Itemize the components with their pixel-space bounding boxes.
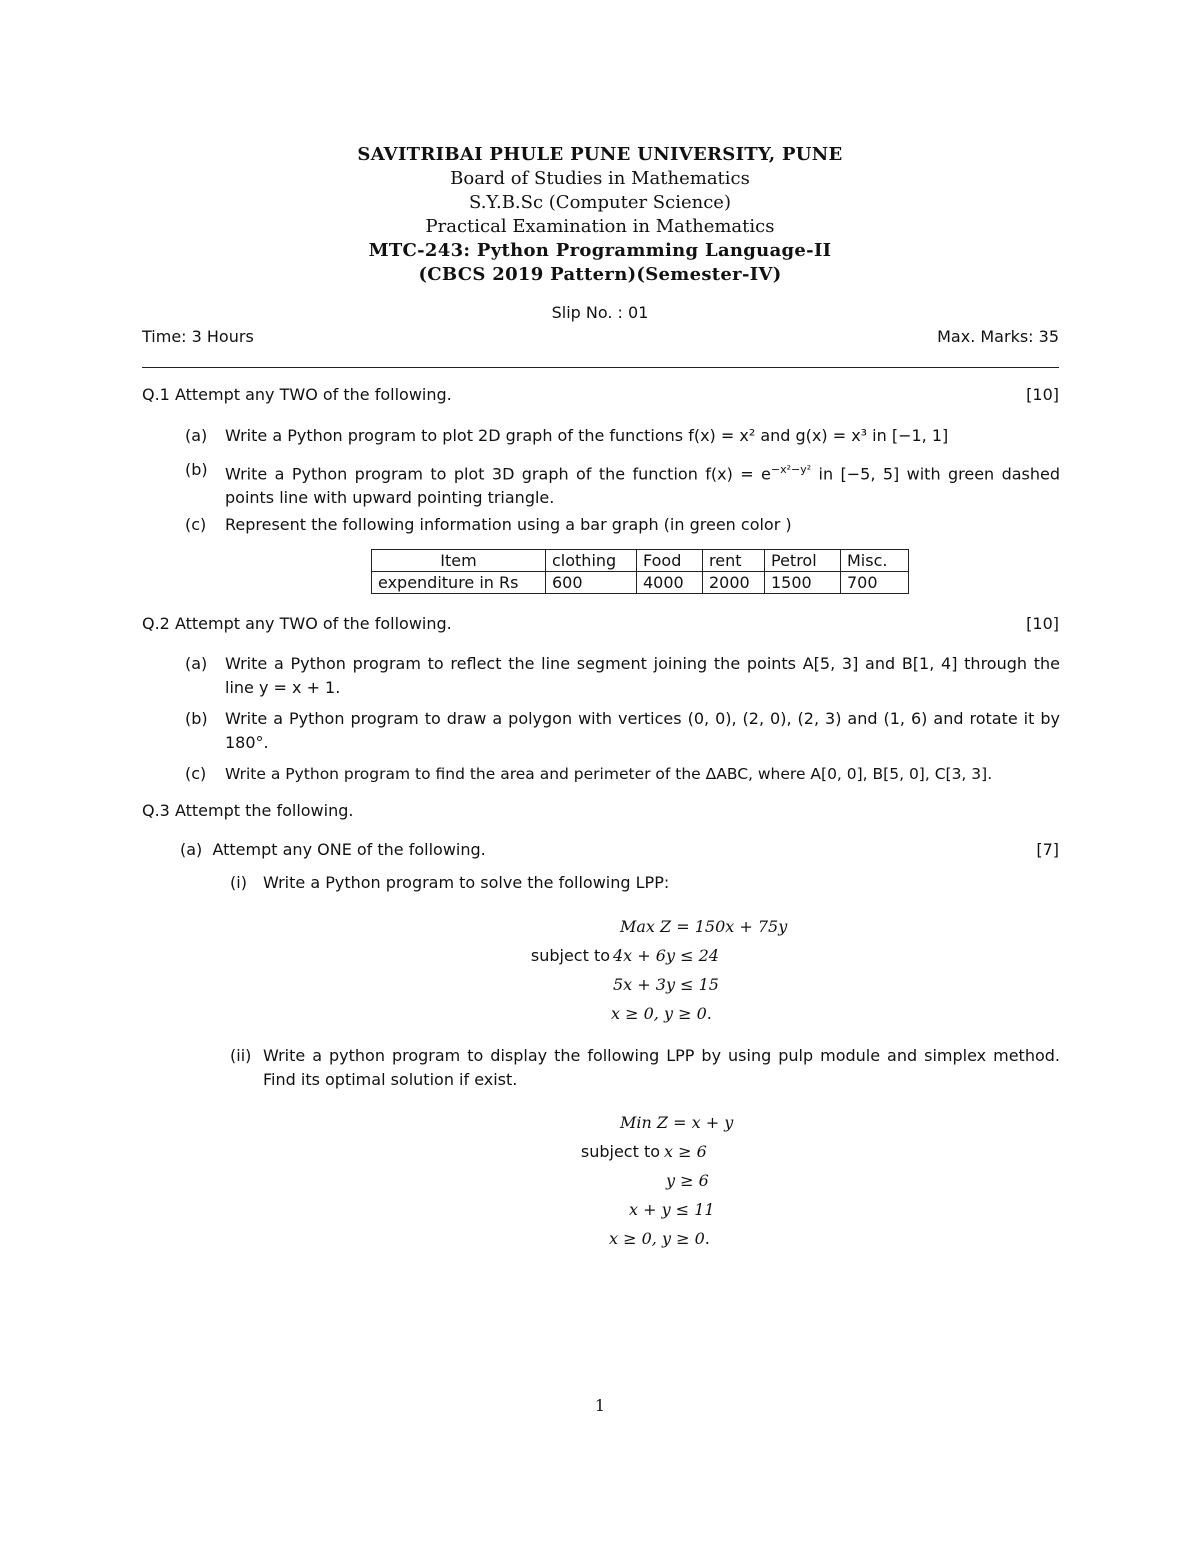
q2-b-label: (b) xyxy=(185,709,208,728)
table-cell: 2000 xyxy=(703,572,765,594)
q1-c-text: Represent the following information using a bar graph (in green color ) xyxy=(225,515,792,534)
lpp-2-left: subject to xyxy=(580,1142,660,1161)
time-marks-row xyxy=(142,327,1059,346)
q3-i-label: (i) xyxy=(230,873,247,892)
table-row xyxy=(372,572,909,594)
q1-marks: [10] xyxy=(1026,385,1059,404)
board-name: Board of Studies in Mathematics xyxy=(450,168,750,189)
lpp-2-line: Min Z = x + y xyxy=(620,1113,734,1132)
expenditure-table xyxy=(371,549,909,594)
q3-i-text: Write a Python program to solve the following LPP: xyxy=(263,873,670,892)
table-cell: Petrol xyxy=(765,550,841,572)
lpp-2-line: x ≥ 0, y ≥ 0. xyxy=(609,1229,710,1248)
document-header xyxy=(0,143,1200,287)
q1-title: Q.1 Attempt any TWO of the following. xyxy=(142,385,452,404)
table-cell: expenditure in Rs xyxy=(372,572,546,594)
q1-b-text xyxy=(225,458,1060,510)
table-cell: 4000 xyxy=(637,572,703,594)
course-name: MTC-243: Python Programming Language-II xyxy=(368,240,832,261)
lpp-1-line: 4x + 6y ≤ 24 xyxy=(613,946,719,965)
q1-item-b xyxy=(185,458,1060,506)
q3-item-a xyxy=(180,840,1059,859)
q2-marks: [10] xyxy=(1026,614,1059,633)
q1-c-label: (c) xyxy=(185,515,207,534)
q2-a-text: Write a Python program to reflect the line segment joining the points A[5, 3] and B[1, 4] through the line y = x + 1. xyxy=(225,654,1060,697)
exam-name: Practical Examination in Mathematics xyxy=(425,216,775,237)
q2-item-b xyxy=(185,707,1060,755)
table-cell: Item xyxy=(372,550,546,572)
q1-heading xyxy=(142,385,1059,404)
q2-item-a xyxy=(185,652,1060,700)
q2-b-text: Write a Python program to draw a polygon with vertices (0, 0), (2, 0), (2, 3) and (1, 6) and rotate it by 180°. xyxy=(225,709,1060,752)
lpp-2-line: x + y ≤ 11 xyxy=(629,1200,715,1219)
q1-a-label: (a) xyxy=(185,426,208,445)
table-cell: rent xyxy=(703,550,765,572)
q2-c-label: (c) xyxy=(185,764,207,783)
table-cell: Food xyxy=(637,550,703,572)
q3-title: Q.3 Attempt the following. xyxy=(142,801,354,820)
table-cell: 600 xyxy=(546,572,637,594)
time-label: Time: 3 Hours xyxy=(142,327,254,346)
lpp-1-line: x ≥ 0, y ≥ 0. xyxy=(611,1004,712,1023)
pattern-name: (CBCS 2019 Pattern)(Semester-IV) xyxy=(418,264,782,285)
q2-title: Q.2 Attempt any TWO of the following. xyxy=(142,614,452,633)
table-header-row xyxy=(372,550,909,572)
table-cell: 1500 xyxy=(765,572,841,594)
class-name: S.Y.B.Sc (Computer Science) xyxy=(469,192,731,213)
lpp-2-line: y ≥ 6 xyxy=(666,1171,709,1190)
q3-a-marks: [7] xyxy=(1036,840,1059,859)
q1-b-label: (b) xyxy=(185,460,208,479)
q3-heading xyxy=(142,801,1059,820)
q1-item-a xyxy=(185,424,1060,448)
table-cell: Misc. xyxy=(841,550,909,572)
q2-heading xyxy=(142,614,1059,633)
q3-a-label: (a) xyxy=(180,840,203,859)
q3-ii-label: (ii) xyxy=(230,1046,252,1065)
q3-item-i xyxy=(230,871,1060,895)
table-cell: clothing xyxy=(546,550,637,572)
header-divider xyxy=(142,367,1059,368)
lpp-1-left: subject to xyxy=(530,946,610,965)
slip-number: Slip No. : 01 xyxy=(551,303,649,322)
q1-b-text-pre: Write a Python program to plot 3D graph of the function f(x) = e xyxy=(225,464,771,484)
q3-item-ii xyxy=(230,1044,1060,1092)
q3-ii-text: Write a python program to display the following LPP by using pulp module and simplex method. Find its optimal solution if exist. xyxy=(263,1046,1060,1089)
q2-item-c xyxy=(185,762,1060,786)
q1-b-text-post: in [−5, 5] with green dashed points line with upward pointing triangle. xyxy=(225,464,1061,508)
max-marks-label: Max. Marks: 35 xyxy=(937,327,1059,346)
lpp-1-line: Max Z = 150x + 75y xyxy=(620,917,788,936)
q1-item-c xyxy=(185,513,1060,537)
q3-a-text: Attempt any ONE of the following. xyxy=(212,840,486,859)
table-cell: 700 xyxy=(841,572,909,594)
lpp-1-equations xyxy=(0,912,1200,1032)
q2-c-text: Write a Python program to find the area and perimeter of the ΔABC, where A[0, 0], B[5, 0], C[3, 3]. xyxy=(225,765,993,783)
q3-a-row xyxy=(180,840,486,859)
q1-a-text: Write a Python program to plot 2D graph of the functions f(x) = x² and g(x) = x³ in [−1, 1] xyxy=(225,426,949,445)
q2-a-label: (a) xyxy=(185,654,208,673)
page-number: 1 xyxy=(594,1396,606,1415)
lpp-2-line: x ≥ 6 xyxy=(664,1142,707,1161)
lpp-2-equations xyxy=(0,1108,1200,1258)
q1-b-exponent: −x²−y² xyxy=(770,463,812,476)
lpp-1-line: 5x + 3y ≤ 15 xyxy=(613,975,719,994)
university-name: SAVITRIBAI PHULE PUNE UNIVERSITY, PUNE xyxy=(357,144,843,165)
